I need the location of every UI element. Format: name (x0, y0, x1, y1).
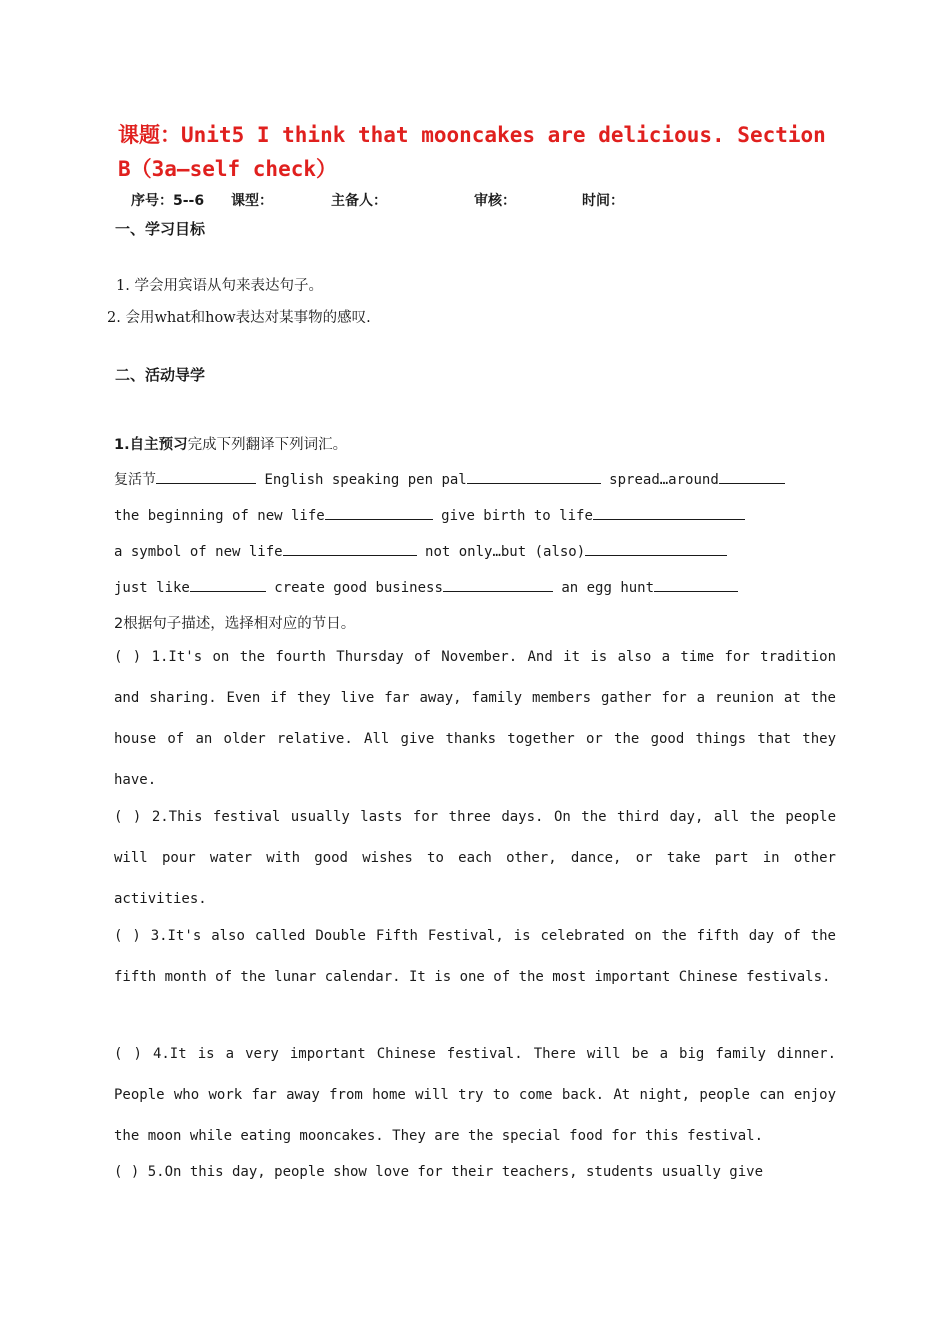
answer-blank[interactable] (190, 577, 266, 592)
preview-label-number: 1.自主预习 (114, 437, 188, 453)
match-label: 2根据句子描述，选择相对应的节日。 (114, 616, 356, 632)
answer-blank[interactable] (325, 505, 433, 520)
goal-item: 1. 学会用宾语从句来表达句子。 (116, 278, 323, 294)
preview-label-text: 完成下列翻译下列词汇。 (187, 437, 348, 453)
answer-blank[interactable] (654, 577, 738, 592)
meta-preparer: 主备人： (331, 193, 387, 209)
vocab-term: just like (114, 580, 190, 596)
vocab-term: not only…but (also) (425, 544, 586, 560)
vocab-term: English speaking pen pal (264, 472, 467, 488)
section2-heading: 二、活动导学 (115, 366, 206, 384)
match-item: ( ) 3.It's also called Double Fifth Festival, is celebrated on the fifth day of the fifth month of the lunar calendar. It is one of the most important Chinese festivals. (114, 928, 836, 985)
vocab-term: an egg hunt (561, 580, 655, 596)
vocab-row (114, 541, 727, 560)
match-item: ( ) 2.This festival usually lasts for three days. On the third day, all the people will pour water with good wishes to each other, dance, or take part in other activities. (114, 809, 836, 907)
meta-number: 序号：5--6 (131, 193, 205, 209)
preview-label (114, 433, 347, 454)
vocab-row (114, 577, 738, 596)
answer-blank[interactable] (443, 577, 553, 592)
vocab-term: 复活节 (114, 472, 156, 488)
page-title: 课题：Unit5 I think that mooncakes are delicious. Section B（3a—self check） (118, 123, 826, 181)
vocab-row (114, 469, 785, 489)
answer-blank[interactable] (719, 469, 785, 484)
vocab-term: give birth to life (441, 508, 593, 524)
vocab-term: the beginning of new life (114, 508, 325, 524)
meta-reviewer: 审核： (474, 193, 516, 209)
vocab-term: a symbol of new life (114, 544, 283, 560)
vocab-row (114, 505, 745, 524)
answer-blank[interactable] (156, 469, 256, 484)
vocab-term: create good business (274, 580, 443, 596)
match-item: ( ) 5.On this day, people show love for their teachers, students usually give (114, 1164, 764, 1180)
answer-blank[interactable] (585, 541, 727, 556)
goal-item: 2. 会用what和how表达对某事物的感叹. (107, 310, 371, 326)
meta-time: 时间： (582, 193, 624, 209)
vocab-term: spread…around (609, 472, 719, 488)
match-item: ( ) 1.It's on the fourth Thursday of November. And it is also a time for tradition and sharing. Even if they live far away, family members gather for a reunion at the house of an older relative. All give thanks together or the good things that they have. (114, 649, 836, 788)
match-item: ( ) 4.It is a very important Chinese festival. There will be a big family dinner. People who work far away from home will try to come back. At night, people can enjoy the moon while eating mooncakes. They are the special food for this festival. (114, 1046, 836, 1144)
meta-type: 课型： (231, 193, 273, 209)
answer-blank[interactable] (467, 469, 601, 484)
answer-blank[interactable] (283, 541, 417, 556)
section1-heading: 一、学习目标 (115, 220, 206, 238)
answer-blank[interactable] (593, 505, 745, 520)
